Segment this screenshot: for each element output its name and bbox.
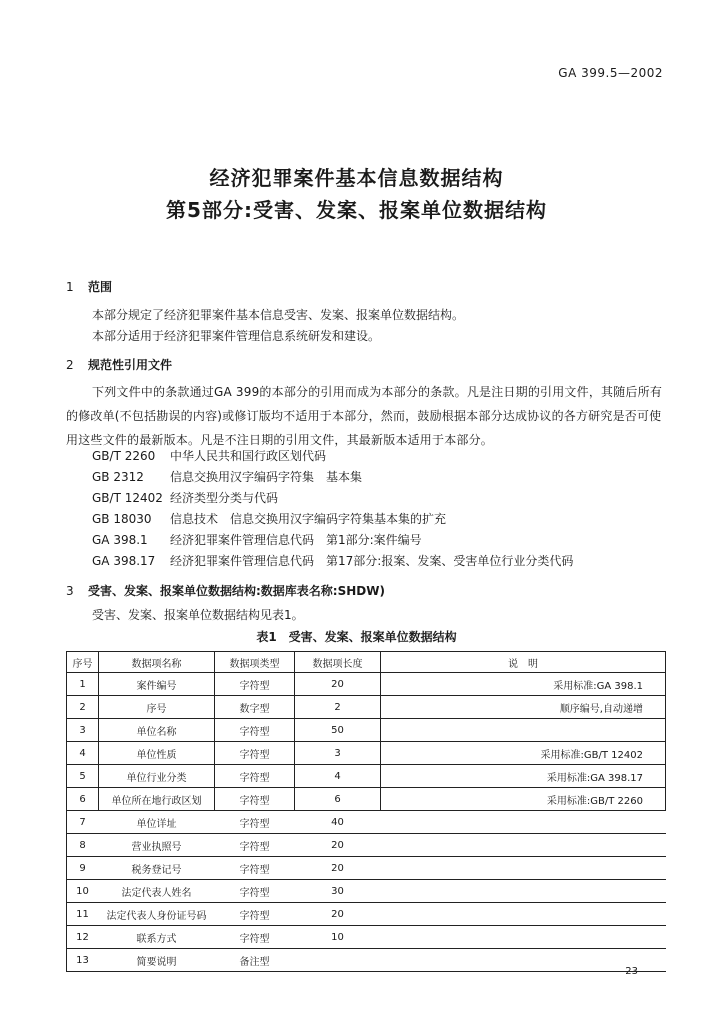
table-cell: 4: [67, 742, 99, 765]
table-row: [67, 926, 666, 949]
table-cell: 法定代表人姓名: [99, 880, 215, 903]
table-cell: 采用标准:GB/T 2260: [381, 788, 666, 811]
column-header: 序号: [67, 652, 99, 673]
section-1-paragraph-1: 本部分规定了经济犯罪案件基本信息受害、发案、报案单位数据结构。: [92, 308, 465, 322]
column-header: 数据项类型: [215, 652, 295, 673]
section-2-heading: [66, 356, 172, 373]
table-cell: 3: [295, 742, 381, 765]
reference-code: GB 18030: [92, 512, 152, 526]
table-cell: 5: [67, 765, 99, 788]
section-number: 2: [66, 358, 74, 372]
reference-title: 经济类型分类与代码: [170, 491, 279, 505]
table-cell: 字符型: [215, 673, 295, 696]
section-number: 3: [66, 584, 74, 598]
table-row: [67, 719, 666, 742]
table-cell: 单位性质: [99, 742, 215, 765]
table-cell: 10: [67, 880, 99, 903]
reference-title: 信息技术 信息交换用汉字编码字符集基本集的扩充: [170, 512, 447, 526]
section-number: 1: [66, 280, 74, 294]
table-row: [67, 857, 666, 880]
document-title-line2: 第5部分:受害、发案、报案单位数据结构: [166, 198, 547, 222]
reference-code: GA 398.17: [92, 554, 156, 568]
table-cell: 字符型: [215, 834, 295, 857]
reference-item: [92, 447, 326, 464]
table-cell: [381, 811, 666, 834]
table-cell: 备注型: [215, 949, 295, 972]
table-row: [67, 880, 666, 903]
column-header: 说 明: [381, 652, 666, 673]
table-row: [67, 834, 666, 857]
table-header-row: [67, 652, 666, 673]
table-cell: 简要说明: [99, 949, 215, 972]
reference-code: GB 2312: [92, 470, 144, 484]
table-cell: 采用标准:GB/T 12402: [381, 742, 666, 765]
table-cell: 营业执照号: [99, 834, 215, 857]
reference-item: [92, 510, 446, 527]
page-number: 23: [625, 966, 638, 977]
table-cell: 数字型: [215, 696, 295, 719]
section-1-heading: [66, 278, 112, 295]
table-cell: 税务登记号: [99, 857, 215, 880]
table-cell: 30: [295, 880, 381, 903]
section-title: 范围: [88, 280, 113, 294]
reference-title: 经济犯罪案件管理信息代码 第17部分:报案、发案、受害单位行业分类代码: [170, 554, 574, 568]
table-cell: 字符型: [215, 857, 295, 880]
table-cell: 4: [295, 765, 381, 788]
table-cell: 字符型: [215, 903, 295, 926]
table-cell: 20: [295, 834, 381, 857]
table-cell: 字符型: [215, 880, 295, 903]
section-3-paragraph: 受害、发案、报案单位数据结构见表1。: [92, 608, 304, 622]
table-cell: 8: [67, 834, 99, 857]
table-row: [67, 765, 666, 788]
document-title-line1: 经济犯罪案件基本信息数据结构: [209, 166, 504, 190]
table-cell: 6: [295, 788, 381, 811]
table-cell: 6: [67, 788, 99, 811]
reference-item: [92, 531, 422, 548]
table-cell: [381, 857, 666, 880]
table-cell: 法定代表人身份证号码: [99, 903, 215, 926]
table-cell: [381, 949, 666, 972]
table-cell: [381, 834, 666, 857]
table-row: [67, 949, 666, 972]
table-cell: 单位详址: [99, 811, 215, 834]
table-cell: 字符型: [215, 811, 295, 834]
table-cell: [381, 719, 666, 742]
table-cell: 案件编号: [99, 673, 215, 696]
table-row: [67, 696, 666, 719]
table-cell: 10: [295, 926, 381, 949]
table-cell: 7: [67, 811, 99, 834]
reference-item: [92, 468, 362, 485]
table-cell: 20: [295, 673, 381, 696]
column-header: 数据项长度: [295, 652, 381, 673]
reference-code: GB/T 12402: [92, 491, 163, 505]
table-cell: 采用标准:GA 398.1: [381, 673, 666, 696]
reference-title: 经济犯罪案件管理信息代码 第1部分:案件编号: [170, 533, 422, 547]
section-1-paragraph-2: 本部分适用于经济犯罪案件管理信息系统研发和建设。: [92, 329, 381, 343]
table-cell: 13: [67, 949, 99, 972]
table-cell: 字符型: [215, 765, 295, 788]
table-cell: 字符型: [215, 926, 295, 949]
table-cell: 20: [295, 857, 381, 880]
standard-code: GA 399.5—2002: [558, 66, 663, 80]
reference-title: 中华人民共和国行政区划代码: [170, 449, 327, 463]
table-cell: 字符型: [215, 719, 295, 742]
table-cell: [295, 949, 381, 972]
table-cell: 2: [67, 696, 99, 719]
table-cell: 1: [67, 673, 99, 696]
table-title: 表1 受害、发案、报案单位数据结构: [256, 630, 457, 644]
reference-code: GA 398.1: [92, 533, 148, 547]
table-cell: 单位名称: [99, 719, 215, 742]
table-cell: 单位行业分类: [99, 765, 215, 788]
table-cell: 40: [295, 811, 381, 834]
table-row: [67, 742, 666, 765]
section-2-paragraph: 下列文件中的条款通过GA 399的本部分的引用而成为本部分的条款。凡是注日期的引用文件，其随后所有的修改单(不包括勘误的内容)或修订版均不适用于本部分，然而，鼓励根据本部分达成协议的各方研究是否可使用这些文件的最新版本。凡是不注日期的引用文件，其最新版本适用于本部分。: [66, 385, 663, 447]
table-row: [67, 673, 666, 696]
table-cell: 字符型: [215, 788, 295, 811]
table-cell: 20: [295, 903, 381, 926]
reference-item: [92, 552, 573, 569]
table-cell: 采用标准:GA 398.17: [381, 765, 666, 788]
table-cell: 12: [67, 926, 99, 949]
column-header: 数据项名称: [99, 652, 215, 673]
table-row: [67, 811, 666, 834]
table-cell: 2: [295, 696, 381, 719]
section-title: 规范性引用文件: [88, 358, 173, 372]
table-cell: 3: [67, 719, 99, 742]
table-cell: [381, 880, 666, 903]
table-cell: 字符型: [215, 742, 295, 765]
table-cell: 联系方式: [99, 926, 215, 949]
table-cell: 序号: [99, 696, 215, 719]
table-cell: 50: [295, 719, 381, 742]
section-3-heading: [66, 582, 385, 599]
table-row: [67, 788, 666, 811]
table-cell: [381, 926, 666, 949]
table-cell: 单位所在地行政区划: [99, 788, 215, 811]
table-cell: 顺序编号,自动递增: [381, 696, 666, 719]
reference-title: 信息交换用汉字编码字符集 基本集: [170, 470, 363, 484]
section-title: 受害、发案、报案单位数据结构:数据库表名称:SHDW): [88, 584, 385, 598]
reference-code: GB/T 2260: [92, 449, 156, 463]
table-row: [67, 903, 666, 926]
reference-item: [92, 489, 278, 506]
table-cell: 9: [67, 857, 99, 880]
table-cell: 11: [67, 903, 99, 926]
table-cell: [381, 903, 666, 926]
data-structure-table: [66, 651, 666, 972]
